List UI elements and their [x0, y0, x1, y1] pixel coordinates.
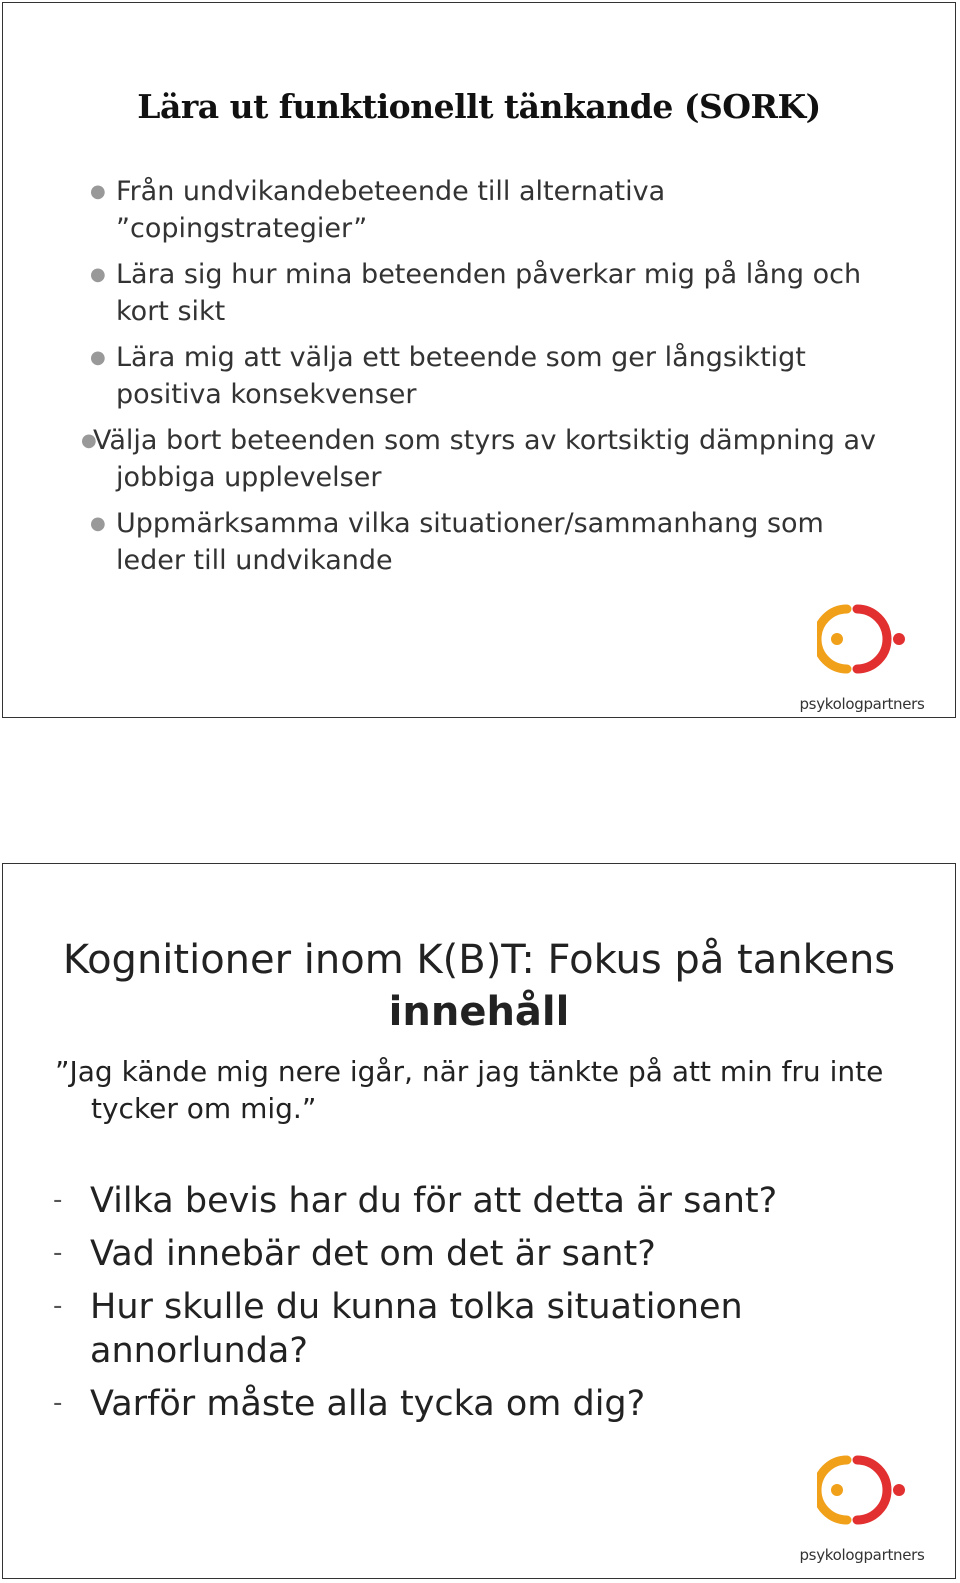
slide-2-title [3, 934, 955, 1038]
psykologpartners-logo-icon [817, 603, 907, 675]
slide-1-bullet-list [81, 173, 901, 588]
bullet-item: ● Lära mig att välja ett beteende som ger långsiktigt positiva konsekvenser [81, 339, 901, 413]
question-list [53, 1178, 913, 1434]
dash-icon: - [53, 1291, 63, 1321]
bullet-dot-icon: ● [90, 181, 106, 202]
psykologpartners-logo [787, 603, 937, 713]
bullet-dot-icon: ● [90, 347, 106, 368]
bullet-dot-icon: ● [90, 513, 106, 534]
question-item: - Vad innebär det om det är sant? [53, 1231, 913, 1276]
slide-2-title-line-1: Kognitioner inom K(B)T: Fokus på tankens [62, 937, 896, 983]
question-item: - Hur skulle du kunna tolka situationen annorlunda? [53, 1284, 913, 1373]
slide-1 [2, 2, 956, 718]
question-item: - Varför måste alla tycka om dig? [53, 1381, 913, 1426]
logo-text: psykologpartners [799, 695, 925, 713]
example-quote: ”Jag kände mig nere igår, när jag tänkte på att min fru inte tycker om mig.” [55, 1055, 884, 1125]
slide-1-title: Lära ut funktionellt tänkande (SORK) [137, 87, 821, 126]
question-item: - Vilka bevis har du för att detta är sant? [53, 1178, 913, 1223]
bullet-dot-icon: ● [90, 264, 106, 285]
bullet-item: ●Välja bort beteenden som styrs av kortsiktig dämpning av jobbiga upplevelser [81, 422, 901, 496]
psykologpartners-logo [787, 1454, 937, 1564]
bullet-item: ● Lära sig hur mina beteenden påverkar mig på lång och kort sikt [81, 256, 901, 330]
slide-2-title-line-2: innehåll [388, 989, 570, 1035]
psykologpartners-logo-icon [817, 1454, 907, 1526]
slide-2 [2, 863, 956, 1579]
logo-text: psykologpartners [799, 1546, 925, 1564]
bullet-item: ● Från undvikandebeteende till alternativa ”copingstrategier” [81, 173, 901, 247]
dash-icon: - [53, 1388, 63, 1418]
dash-icon: - [53, 1238, 63, 1268]
bullet-dot-icon: ● [81, 430, 97, 451]
dash-icon: - [53, 1185, 63, 1215]
bullet-item: ● Uppmärksamma vilka situationer/sammanhang som leder till undvikande [81, 505, 901, 579]
